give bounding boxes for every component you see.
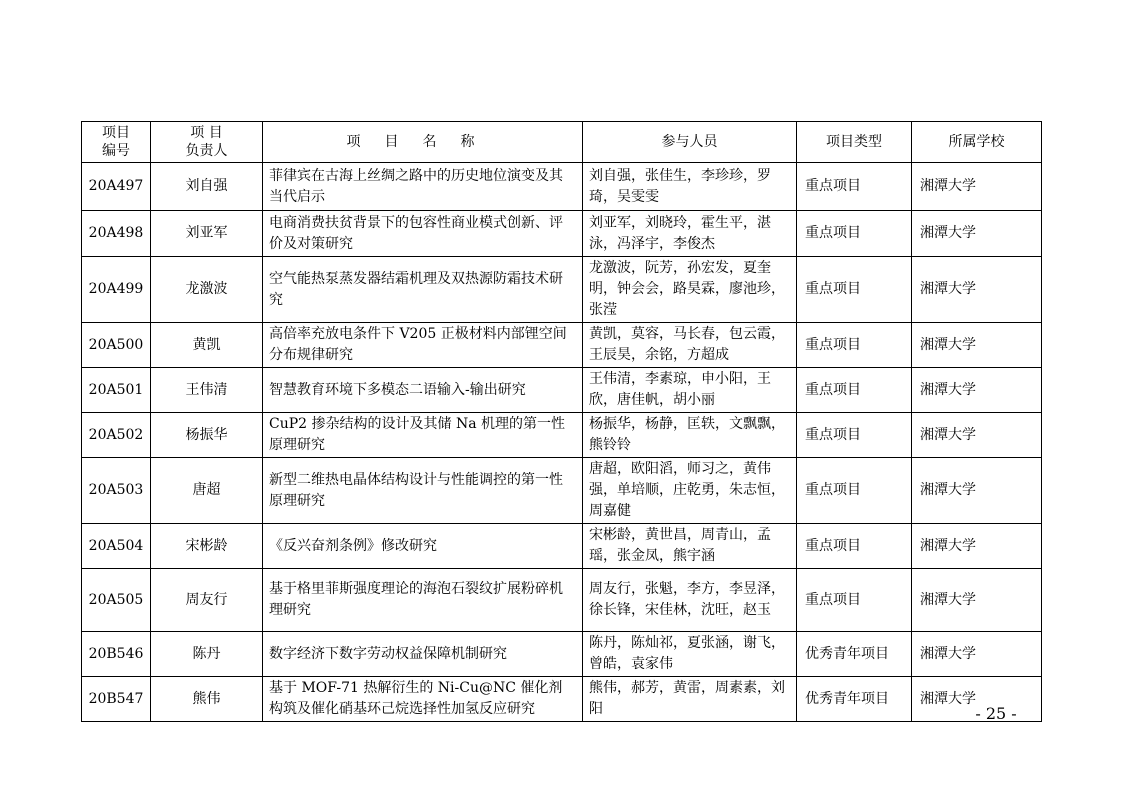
header-name: 项目名称 [263,122,583,163]
cell-code: 20A499 [82,257,151,323]
header-school: 所属学校 [912,122,1042,163]
cell-name: 基于 MOF-71 热解衍生的 Ni-Cu@NC 催化剂构筑及催化硝基环己烷选择性加氢反应研究 [263,677,583,722]
header-leader: 项 目 负责人 [151,122,263,163]
cell-type: 重点项目 [797,458,912,524]
cell-leader: 杨振华 [151,413,263,458]
cell-members: 周友行，张魁，李方，李昱泽，徐长锋，宋佳林，沈旺，赵玉 [583,569,797,632]
header-members: 参与人员 [583,122,797,163]
cell-type: 重点项目 [797,413,912,458]
cell-school: 湘潭大学 [912,257,1042,323]
cell-members: 陈丹，陈灿祁，夏张涵，谢飞，曾皓，袁家伟 [583,632,797,677]
table-row [82,211,1042,257]
cell-type: 重点项目 [797,211,912,257]
cell-school: 湘潭大学 [912,632,1042,677]
cell-leader: 宋彬龄 [151,524,263,569]
table-row [82,524,1042,569]
cell-code: 20A505 [82,569,151,632]
cell-school: 湘潭大学 [912,677,1042,722]
table-row [82,677,1042,722]
cell-type: 重点项目 [797,323,912,368]
cell-leader: 黄凯 [151,323,263,368]
cell-code: 20A500 [82,323,151,368]
header-type: 项目类型 [797,122,912,163]
cell-members: 宋彬龄，黄世昌，周青山，孟瑶，张金凤，熊宇涵 [583,524,797,569]
cell-name: 智慧教育环境下多模态二语输入-输出研究 [263,368,583,413]
cell-leader: 王伟清 [151,368,263,413]
cell-leader: 龙激波 [151,257,263,323]
table-row [82,413,1042,458]
cell-code: 20A504 [82,524,151,569]
cell-name: 《反兴奋剂条例》修改研究 [263,524,583,569]
cell-code: 20A502 [82,413,151,458]
cell-type: 重点项目 [797,524,912,569]
cell-school: 湘潭大学 [912,524,1042,569]
cell-members: 杨振华，杨静，匡轶，文飘飘，熊铃铃 [583,413,797,458]
cell-type: 优秀青年项目 [797,677,912,722]
table-row [82,632,1042,677]
cell-name: CuP2 掺杂结构的设计及其储 Na 机理的第一性原理研究 [263,413,583,458]
header-code: 项目 编号 [82,122,151,163]
cell-members: 王伟清，李素琼，申小阳，王欣，唐佳帆，胡小丽 [583,368,797,413]
cell-school: 湘潭大学 [912,211,1042,257]
cell-name: 电商消费扶贫背景下的包容性商业模式创新、评价及对策研究 [263,211,583,257]
cell-type: 优秀青年项目 [797,632,912,677]
table-row [82,368,1042,413]
cell-code: 20B546 [82,632,151,677]
cell-name: 数字经济下数字劳动权益保障机制研究 [263,632,583,677]
cell-code: 20A498 [82,211,151,257]
cell-code: 20B547 [82,677,151,722]
table-header-row [82,122,1042,163]
cell-type: 重点项目 [797,257,912,323]
cell-name: 菲律宾在古海上丝绸之路中的历史地位演变及其当代启示 [263,163,583,211]
cell-leader: 刘亚军 [151,211,263,257]
table-row [82,569,1042,632]
cell-leader: 刘自强 [151,163,263,211]
table-row [82,323,1042,368]
table-row [82,257,1042,323]
cell-name: 高倍率充放电条件下 V205 正极材料内部锂空间分布规律研究 [263,323,583,368]
cell-members: 龙激波，阮芳，孙宏发，夏奎明，钟会会，路昊霖，廖池珍，张滢 [583,257,797,323]
cell-type: 重点项目 [797,163,912,211]
cell-name: 空气能热泵蒸发器结霜机理及双热源防霜技术研究 [263,257,583,323]
cell-leader: 周友行 [151,569,263,632]
cell-leader: 陈丹 [151,632,263,677]
cell-members: 黄凯，莫容，马长春，包云霞，王辰昊，余铭，方超成 [583,323,797,368]
cell-members: 熊伟，郝芳，黄雷，周素素，刘阳 [583,677,797,722]
cell-type: 重点项目 [797,368,912,413]
cell-school: 湘潭大学 [912,413,1042,458]
cell-school: 湘潭大学 [912,368,1042,413]
cell-leader: 熊伟 [151,677,263,722]
cell-members: 刘自强，张佳生，李珍珍，罗琦，吴雯雯 [583,163,797,211]
cell-leader: 唐超 [151,458,263,524]
cell-name: 新型二维热电晶体结构设计与性能调控的第一性原理研究 [263,458,583,524]
cell-code: 20A497 [82,163,151,211]
cell-school: 湘潭大学 [912,458,1042,524]
cell-code: 20A501 [82,368,151,413]
cell-school: 湘潭大学 [912,163,1042,211]
cell-members: 刘亚军，刘晓玲，霍生平，湛泳，冯泽宇，李俊杰 [583,211,797,257]
page-number: - 25 - [975,704,1017,723]
cell-name: 基于格里菲斯强度理论的海泡石裂纹扩展粉碎机理研究 [263,569,583,632]
cell-school: 湘潭大学 [912,569,1042,632]
table-row [82,163,1042,211]
cell-school: 湘潭大学 [912,323,1042,368]
cell-type: 重点项目 [797,569,912,632]
table-row [82,458,1042,524]
project-table [81,121,1042,722]
cell-members: 唐超，欧阳滔，师习之，黄伟强，单培顺，庄乾勇，朱志恒，周嘉健 [583,458,797,524]
cell-code: 20A503 [82,458,151,524]
